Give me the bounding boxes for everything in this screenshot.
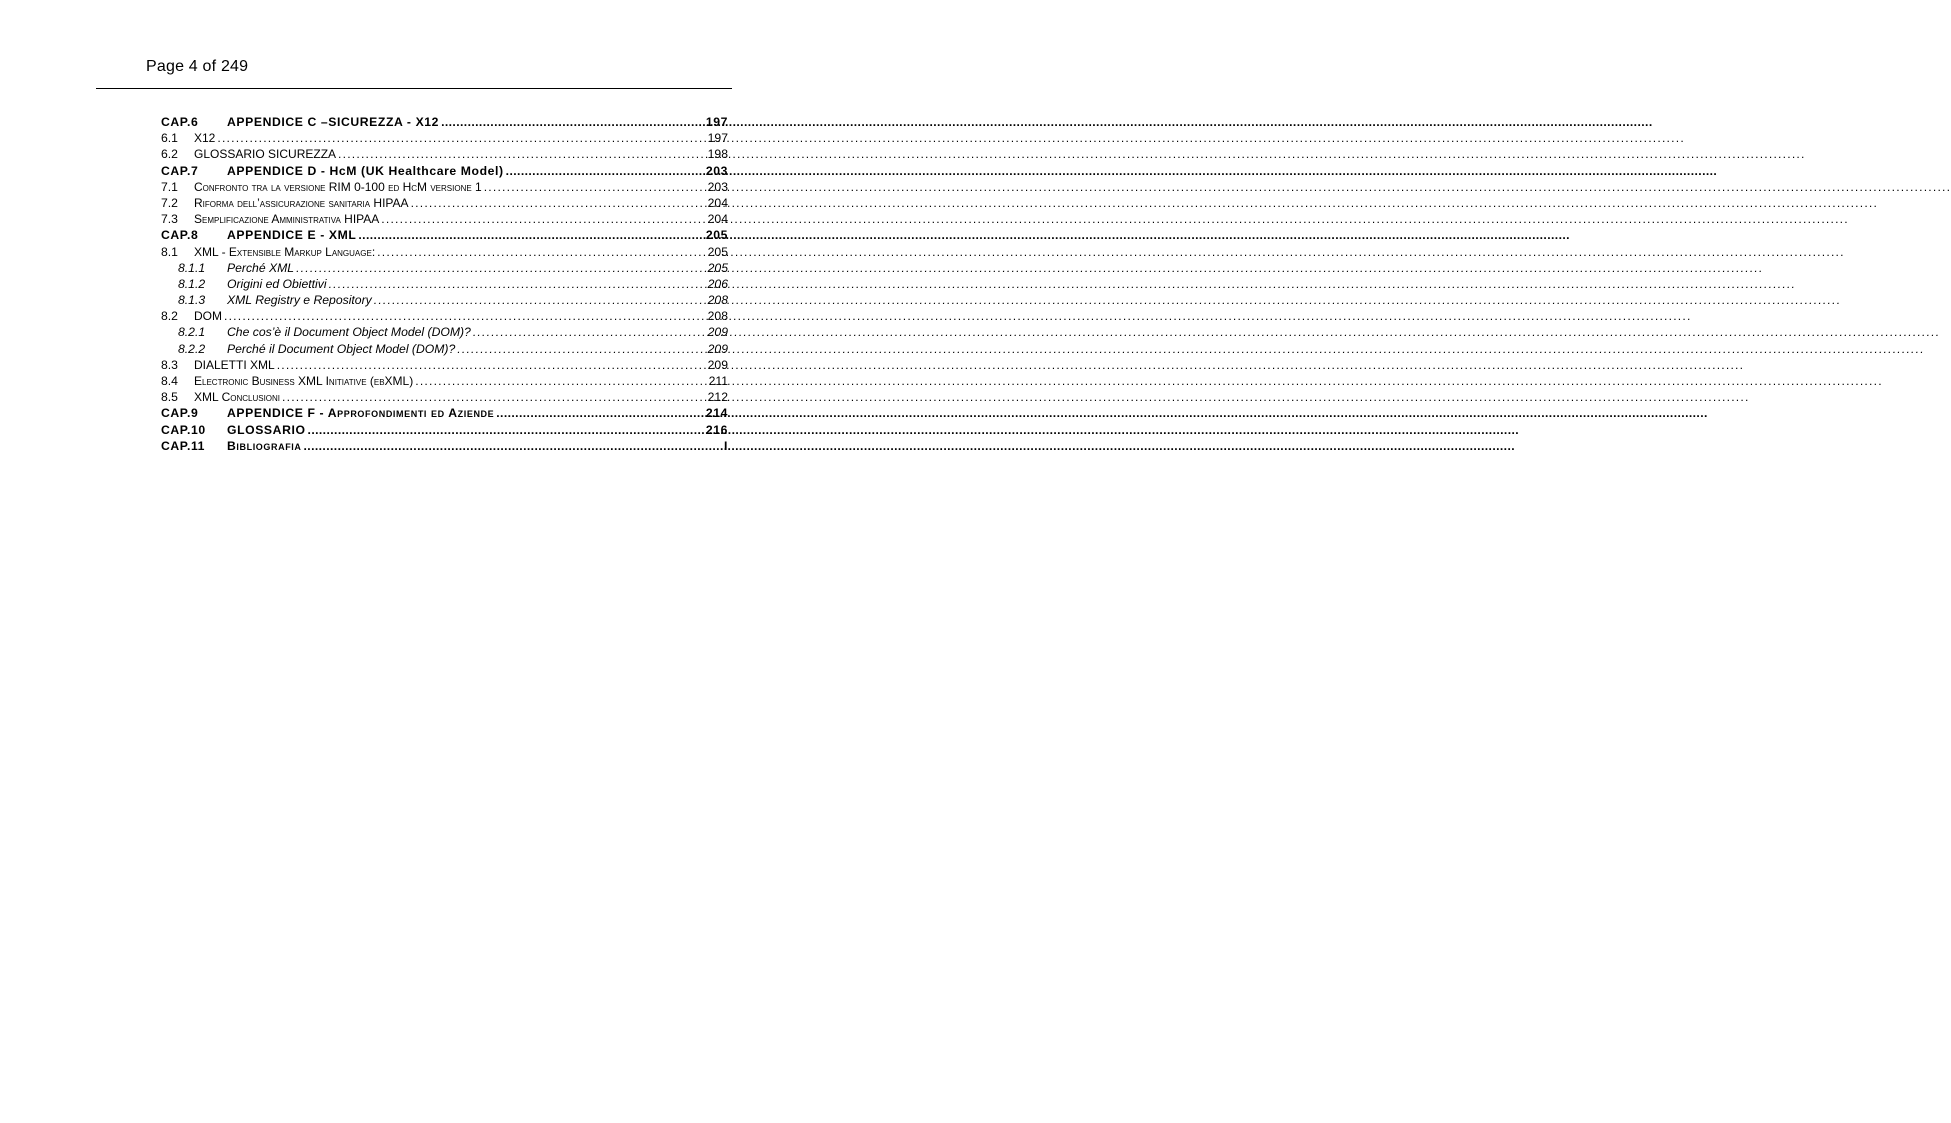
toc-entry-number: 8.3 <box>161 357 178 372</box>
toc-entry-number: 8.2 <box>161 309 178 324</box>
header-divider <box>96 88 732 89</box>
toc-entry-title: APPENDICE E - XML <box>227 228 357 243</box>
toc-entry-number: 8.1 <box>161 244 178 259</box>
toc-entry-page: 209 <box>707 341 728 356</box>
toc-entry-section[interactable] <box>161 373 728 389</box>
toc-entry-page: 208 <box>707 293 728 308</box>
toc-entry-page: 203 <box>705 163 728 178</box>
toc-entry-number: 6.1 <box>161 131 178 146</box>
toc-entry-page: I <box>724 438 728 453</box>
toc-entry-page: 216 <box>705 422 728 437</box>
toc-entry-title: Confronto tra la versione RIM 0-100 ed HcM versione 1 <box>194 179 482 194</box>
toc-entry-number: CAP.11 <box>161 438 206 453</box>
dot-leader <box>374 292 706 308</box>
toc-entry-page: 205 <box>707 244 728 259</box>
toc-entry-subsection[interactable] <box>161 260 728 276</box>
toc-entry-page: 208 <box>707 309 728 324</box>
toc-entry-page: 198 <box>707 147 728 162</box>
toc-entry-page: 205 <box>707 260 728 275</box>
toc-entry-title: Electronic Business XML Initiative (ebXML) <box>194 374 414 388</box>
dot-leader <box>496 405 704 421</box>
dot-leader <box>282 389 706 405</box>
dot-leader <box>377 244 706 260</box>
dot-leader <box>381 211 705 227</box>
toc-entry-chapter[interactable] <box>161 227 728 243</box>
toc-entry-page: 214 <box>705 406 728 421</box>
toc-entry-number: 8.1.3 <box>178 293 206 308</box>
toc-entry-title: Perché il Document Object Model (DOM)? <box>227 341 456 356</box>
toc-entry-number: 7.2 <box>161 195 178 210</box>
toc-entry-title: XML Conclusioni <box>194 390 281 405</box>
toc-entry-page: 197 <box>705 115 728 129</box>
toc-entry-number: 8.2.2 <box>178 341 206 356</box>
toc-entry-page: 206 <box>707 276 728 291</box>
dot-leader <box>304 438 723 454</box>
page-header: Page 4 of 249 <box>146 58 249 75</box>
dot-leader <box>338 146 706 162</box>
toc-entry-title: Riforma dell’assicurazione sanitaria HIPAA <box>194 195 409 210</box>
toc-entry-subsection[interactable] <box>161 292 728 308</box>
toc-entry-title: XML - Extensible Markup Language: <box>194 244 376 259</box>
toc-entry-number: 8.1.2 <box>178 276 206 291</box>
table-of-contents <box>161 114 728 454</box>
toc-entry-page: 205 <box>705 228 728 243</box>
dot-leader <box>224 308 706 324</box>
toc-entry-title: Perché XML <box>227 260 295 275</box>
dot-leader <box>329 276 706 292</box>
toc-entry-number: 8.1.1 <box>178 260 206 275</box>
toc-entry-page: 211 <box>708 374 728 388</box>
toc-entry-page: 209 <box>707 357 728 372</box>
toc-entry-subsection[interactable] <box>161 276 728 292</box>
toc-entry-title: X12 <box>194 131 216 146</box>
dot-leader <box>441 114 704 130</box>
toc-entry-title: DOM <box>194 309 222 324</box>
toc-entry-title: APPENDICE D - HcM (UK Healthcare Model) <box>227 163 504 178</box>
toc-entry-section[interactable] <box>161 308 728 324</box>
dot-leader <box>277 357 706 373</box>
toc-entry-section[interactable] <box>161 211 728 227</box>
dot-leader <box>457 341 705 357</box>
toc-entry-number: CAP.6 <box>161 115 199 129</box>
toc-entry-chapter[interactable] <box>161 405 728 421</box>
toc-entry-section[interactable] <box>161 195 728 211</box>
toc-entry-chapter[interactable] <box>161 163 728 179</box>
toc-entry-title: APPENDICE C –SICUREZZA - X12 <box>227 115 440 129</box>
dot-leader <box>296 260 706 276</box>
dot-leader <box>358 227 703 243</box>
toc-entry-page: 209 <box>707 325 728 340</box>
toc-entry-number: CAP.10 <box>161 422 206 437</box>
toc-entry-title: GLOSSARIO <box>227 422 306 437</box>
dot-leader <box>484 179 706 195</box>
toc-entry-number: 8.4 <box>161 374 178 388</box>
toc-entry-section[interactable] <box>161 130 728 146</box>
toc-entry-number: CAP.7 <box>161 163 199 178</box>
toc-entry-number: 7.1 <box>161 179 178 194</box>
dot-leader <box>411 195 706 211</box>
dot-leader <box>217 130 705 146</box>
dot-leader <box>473 324 706 340</box>
toc-entry-chapter[interactable] <box>161 438 728 454</box>
toc-entry-chapter[interactable] <box>161 114 728 130</box>
toc-entry-title: XML Registry e Repository <box>227 293 372 308</box>
toc-entry-page: 203 <box>707 179 728 194</box>
toc-entry-page: 212 <box>707 390 728 405</box>
toc-entry-section[interactable] <box>161 146 728 162</box>
toc-entry-number: 6.2 <box>161 147 178 162</box>
toc-entry-section[interactable] <box>161 357 728 373</box>
toc-entry-title: Origini ed Obiettivi <box>227 276 327 291</box>
dot-leader <box>506 163 704 179</box>
dot-leader <box>415 373 706 389</box>
toc-entry-section[interactable] <box>161 179 728 195</box>
toc-entry-subsection[interactable] <box>161 324 728 340</box>
toc-entry-number: CAP.8 <box>161 228 199 243</box>
toc-entry-subsection[interactable] <box>161 341 728 357</box>
toc-entry-title: Che cos’è il Document Object Model (DOM)? <box>227 325 471 340</box>
toc-entry-title: DIALETTI XML <box>194 357 275 372</box>
toc-entry-page: 204 <box>707 195 728 210</box>
toc-entry-section[interactable] <box>161 244 728 260</box>
toc-entry-title: Semplificazione Amministrativa HIPAA <box>194 212 380 227</box>
toc-entry-number: CAP.9 <box>161 406 199 421</box>
dot-leader <box>308 422 704 438</box>
toc-entry-title: Bibliografia <box>227 438 302 453</box>
toc-entry-chapter[interactable] <box>161 422 728 438</box>
toc-entry-number: 7.3 <box>161 212 178 227</box>
toc-entry-title: APPENDICE F - Approfondimenti ed Aziende <box>227 406 495 421</box>
toc-entry-title: GLOSSARIO SICUREZZA <box>194 147 337 162</box>
toc-entry-number: 8.2.1 <box>178 325 206 340</box>
toc-entry-number: 8.5 <box>161 390 178 405</box>
toc-entry-page: 197 <box>707 131 728 146</box>
toc-entry-section[interactable] <box>161 389 728 405</box>
toc-entry-page: 204 <box>707 212 728 227</box>
